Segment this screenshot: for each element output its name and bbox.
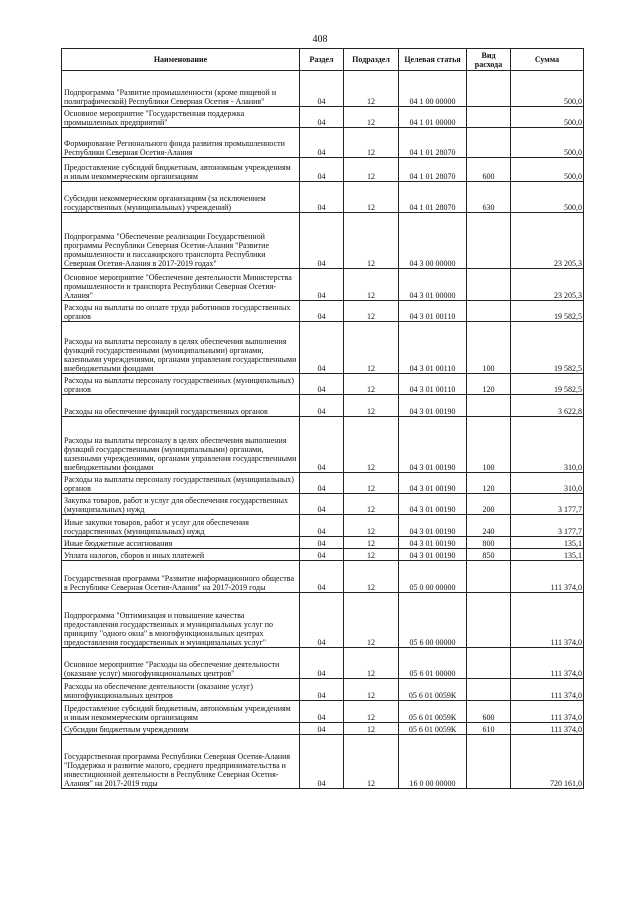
row-section: 04 xyxy=(300,494,344,515)
row-section: 04 xyxy=(300,701,344,723)
row-sum: 23 205,3 xyxy=(511,269,584,301)
row-name: Расходы на выплаты персоналу в целях обеспечения выполнения функций государственными (муниципальными) органами, казенными учреждениями, органами управления государственными внебюджетными фондами xyxy=(62,417,300,473)
row-subsection: 12 xyxy=(344,735,399,789)
row-kind xyxy=(467,561,511,593)
table-row xyxy=(62,679,584,701)
row-target: 04 1 00 00000 xyxy=(399,71,467,107)
row-subsection: 12 xyxy=(344,494,399,515)
row-name: Субсидии бюджетным учреждениям xyxy=(62,723,300,735)
table-row xyxy=(62,473,584,494)
row-name: Расходы на обеспечение функций государственных органов xyxy=(62,395,300,417)
row-name: Расходы на выплаты персоналу государственных (муниципальных) органов xyxy=(62,374,300,395)
row-kind: 630 xyxy=(467,182,511,213)
row-sum: 3 177,7 xyxy=(511,515,584,537)
row-subsection: 12 xyxy=(344,417,399,473)
row-kind xyxy=(467,735,511,789)
row-section: 04 xyxy=(300,213,344,269)
row-sum: 23 205,3 xyxy=(511,213,584,269)
row-subsection: 12 xyxy=(344,701,399,723)
row-kind: 120 xyxy=(467,374,511,395)
row-target: 05 6 01 0059К xyxy=(399,701,467,723)
row-section: 04 xyxy=(300,158,344,182)
row-target: 05 6 01 0059К xyxy=(399,723,467,735)
row-kind: 100 xyxy=(467,322,511,374)
row-subsection: 12 xyxy=(344,648,399,679)
table-row xyxy=(62,182,584,213)
row-kind: 120 xyxy=(467,473,511,494)
row-sum: 3 622,8 xyxy=(511,395,584,417)
table-row xyxy=(62,515,584,537)
row-sum: 111 374,0 xyxy=(511,701,584,723)
row-section: 04 xyxy=(300,593,344,648)
row-kind xyxy=(467,395,511,417)
row-kind: 610 xyxy=(467,723,511,735)
row-kind xyxy=(467,71,511,107)
row-subsection: 12 xyxy=(344,374,399,395)
table-row xyxy=(62,322,584,374)
row-kind xyxy=(467,269,511,301)
row-kind xyxy=(467,301,511,322)
row-sum: 500,0 xyxy=(511,71,584,107)
row-subsection: 12 xyxy=(344,395,399,417)
row-sum: 310,0 xyxy=(511,473,584,494)
row-section: 04 xyxy=(300,322,344,374)
row-target: 04 3 01 00190 xyxy=(399,515,467,537)
row-sum: 19 582,5 xyxy=(511,301,584,322)
row-target: 04 3 01 00110 xyxy=(399,374,467,395)
row-section: 04 xyxy=(300,395,344,417)
row-subsection: 12 xyxy=(344,515,399,537)
row-sum: 111 374,0 xyxy=(511,648,584,679)
row-name: Расходы на обеспечение деятельности (оказание услуг) многофункциональных центров xyxy=(62,679,300,701)
row-name: Закупка товаров, работ и услуг для обеспечения государственных (муниципальных) нужд xyxy=(62,494,300,515)
row-kind: 600 xyxy=(467,158,511,182)
table-row xyxy=(62,395,584,417)
row-section: 04 xyxy=(300,71,344,107)
row-target: 05 6 00 00000 xyxy=(399,593,467,648)
row-target: 04 1 01 00000 xyxy=(399,107,467,128)
row-name: Расходы на выплаты персоналу в целях обеспечения выполнения функций государственными (муниципальными) органами, казенными учреждениями, органами управления государственными внебюджетными фондами xyxy=(62,322,300,374)
table-row xyxy=(62,417,584,473)
row-subsection: 12 xyxy=(344,182,399,213)
row-name: Подпрограмма "Оптимизация и повышение качества предоставления государственных и муниципальных услуг по принципу "одного окна" в многофункциональных центрах предоставления государственных и муниципальных услуг" xyxy=(62,593,300,648)
row-target: 04 1 01 28070 xyxy=(399,182,467,213)
table-row xyxy=(62,494,584,515)
row-section: 04 xyxy=(300,561,344,593)
row-name: Подпрограмма "Развитие промышленности (кроме пищевой и полиграфической) Республики Северная Осетия - Алания" xyxy=(62,71,300,107)
row-section: 04 xyxy=(300,107,344,128)
row-sum: 310,0 xyxy=(511,417,584,473)
row-sum: 19 582,5 xyxy=(511,374,584,395)
row-sum: 19 582,5 xyxy=(511,322,584,374)
table-row xyxy=(62,723,584,735)
row-section: 04 xyxy=(300,374,344,395)
row-name: Расходы на выплаты по оплате труда работников государственных органов xyxy=(62,301,300,322)
row-subsection: 12 xyxy=(344,723,399,735)
row-target: 04 3 01 00110 xyxy=(399,322,467,374)
row-subsection: 12 xyxy=(344,537,399,549)
row-target: 04 3 01 00190 xyxy=(399,549,467,561)
row-subsection: 12 xyxy=(344,213,399,269)
row-section: 04 xyxy=(300,301,344,322)
row-target: 04 1 01 28070 xyxy=(399,128,467,158)
header-sum: Сумма xyxy=(511,49,584,71)
row-kind xyxy=(467,648,511,679)
row-target: 04 3 01 00190 xyxy=(399,473,467,494)
row-section: 04 xyxy=(300,723,344,735)
header-name: Наименование xyxy=(62,49,300,71)
row-name: Предоставление субсидий бюджетным, автономным учреждениям и иным некоммерческим организациям xyxy=(62,158,300,182)
row-section: 04 xyxy=(300,182,344,213)
row-sum: 135,1 xyxy=(511,549,584,561)
row-section: 04 xyxy=(300,128,344,158)
row-target: 04 3 01 00000 xyxy=(399,269,467,301)
row-target: 04 3 01 00190 xyxy=(399,537,467,549)
row-name: Государственная программа Республики Северная Осетия-Алания "Поддержка и развитие малого, среднего предпринимательства и инвестиционной деятельности в Республике Северная Осетия-Алания" на 2017-2019 годы xyxy=(62,735,300,789)
table-row xyxy=(62,701,584,723)
row-target: 05 0 00 00000 xyxy=(399,561,467,593)
row-section: 04 xyxy=(300,269,344,301)
row-name: Иные бюджетные ассигнования xyxy=(62,537,300,549)
row-kind: 200 xyxy=(467,494,511,515)
row-name: Уплата налогов, сборов и иных платежей xyxy=(62,549,300,561)
row-name: Основное мероприятие "Расходы на обеспечение деятельности (оказание услуг) многофункциональных центров" xyxy=(62,648,300,679)
row-sum: 135,1 xyxy=(511,537,584,549)
row-subsection: 12 xyxy=(344,679,399,701)
row-subsection: 12 xyxy=(344,593,399,648)
row-sum: 500,0 xyxy=(511,128,584,158)
row-target: 04 3 01 00190 xyxy=(399,395,467,417)
row-name: Иные закупки товаров, работ и услуг для обеспечения государственных (муниципальных) нужд xyxy=(62,515,300,537)
header-target: Целевая статья xyxy=(399,49,467,71)
row-sum: 111 374,0 xyxy=(511,593,584,648)
row-section: 04 xyxy=(300,679,344,701)
table-row xyxy=(62,107,584,128)
header-kind: Вид расхода xyxy=(467,49,511,71)
row-section: 04 xyxy=(300,515,344,537)
table-row xyxy=(62,213,584,269)
row-kind xyxy=(467,593,511,648)
row-name: Государственная программа "Развитие информационного общества в Республике Северная Осетия-Алания" на 2017-2019 годы xyxy=(62,561,300,593)
row-kind: 800 xyxy=(467,537,511,549)
row-sum: 3 177,7 xyxy=(511,494,584,515)
row-target: 16 0 00 00000 xyxy=(399,735,467,789)
row-sum: 111 374,0 xyxy=(511,679,584,701)
row-sum: 500,0 xyxy=(511,107,584,128)
row-kind xyxy=(467,107,511,128)
row-sum: 500,0 xyxy=(511,182,584,213)
row-kind: 850 xyxy=(467,549,511,561)
table-row xyxy=(62,128,584,158)
row-target: 04 3 01 00190 xyxy=(399,494,467,515)
row-target: 04 3 01 00110 xyxy=(399,301,467,322)
row-kind xyxy=(467,213,511,269)
row-name: Расходы на выплаты персоналу государственных (муниципальных) органов xyxy=(62,473,300,494)
row-subsection: 12 xyxy=(344,128,399,158)
header-subsection: Подраздел xyxy=(344,49,399,71)
row-sum: 500,0 xyxy=(511,158,584,182)
row-subsection: 12 xyxy=(344,158,399,182)
row-target: 04 3 00 00000 xyxy=(399,213,467,269)
header-section: Раздел xyxy=(300,49,344,71)
row-subsection: 12 xyxy=(344,71,399,107)
row-kind: 100 xyxy=(467,417,511,473)
table-row xyxy=(62,561,584,593)
row-target: 05 6 01 00000 xyxy=(399,648,467,679)
table-row xyxy=(62,648,584,679)
row-subsection: 12 xyxy=(344,549,399,561)
row-name: Формирование Регионального фонда развития промышленности Республики Северная Осетия-Алания xyxy=(62,128,300,158)
table-row xyxy=(62,269,584,301)
row-section: 04 xyxy=(300,473,344,494)
table-row xyxy=(62,593,584,648)
budget-table xyxy=(61,48,584,789)
row-name: Предоставление субсидий бюджетным, автономным учреждениям и иным некоммерческим организациям xyxy=(62,701,300,723)
row-subsection: 12 xyxy=(344,301,399,322)
row-target: 04 3 01 00190 xyxy=(399,417,467,473)
table-row xyxy=(62,735,584,789)
table-header-row xyxy=(62,49,584,71)
row-section: 04 xyxy=(300,537,344,549)
row-name: Субсидии некоммерческим организациям (за исключением государственных (муниципальных) учреждений) xyxy=(62,182,300,213)
row-section: 04 xyxy=(300,648,344,679)
row-sum: 111 374,0 xyxy=(511,561,584,593)
row-kind xyxy=(467,679,511,701)
table-row xyxy=(62,537,584,549)
row-name: Основное мероприятие "Обеспечение деятельности Министерства промышленности и транспорта Республики Северная Осетия-Алания" xyxy=(62,269,300,301)
row-kind: 600 xyxy=(467,701,511,723)
table-row xyxy=(62,158,584,182)
table-row xyxy=(62,374,584,395)
row-section: 04 xyxy=(300,417,344,473)
row-name: Подпрограмма "Обеспечение реализации Государственной программы Республики Северная Осетия-Алания "Развитие промышленности и пассажирского транспорта Республики Северная Осетия-Алания в 2017-2019 годах" xyxy=(62,213,300,269)
row-subsection: 12 xyxy=(344,473,399,494)
row-section: 04 xyxy=(300,735,344,789)
page-number: 408 xyxy=(312,34,328,45)
row-subsection: 12 xyxy=(344,322,399,374)
table-row xyxy=(62,71,584,107)
row-kind: 240 xyxy=(467,515,511,537)
row-sum: 111 374,0 xyxy=(511,723,584,735)
row-target: 04 1 01 28070 xyxy=(399,158,467,182)
row-subsection: 12 xyxy=(344,269,399,301)
table-row xyxy=(62,301,584,322)
table-body xyxy=(62,71,584,789)
row-subsection: 12 xyxy=(344,107,399,128)
row-section: 04 xyxy=(300,549,344,561)
row-target: 05 6 01 0059К xyxy=(399,679,467,701)
row-kind xyxy=(467,128,511,158)
row-subsection: 12 xyxy=(344,561,399,593)
row-name: Основное мероприятие "Государственная поддержка промышленных предприятий" xyxy=(62,107,300,128)
row-sum: 720 161,0 xyxy=(511,735,584,789)
table-row xyxy=(62,549,584,561)
